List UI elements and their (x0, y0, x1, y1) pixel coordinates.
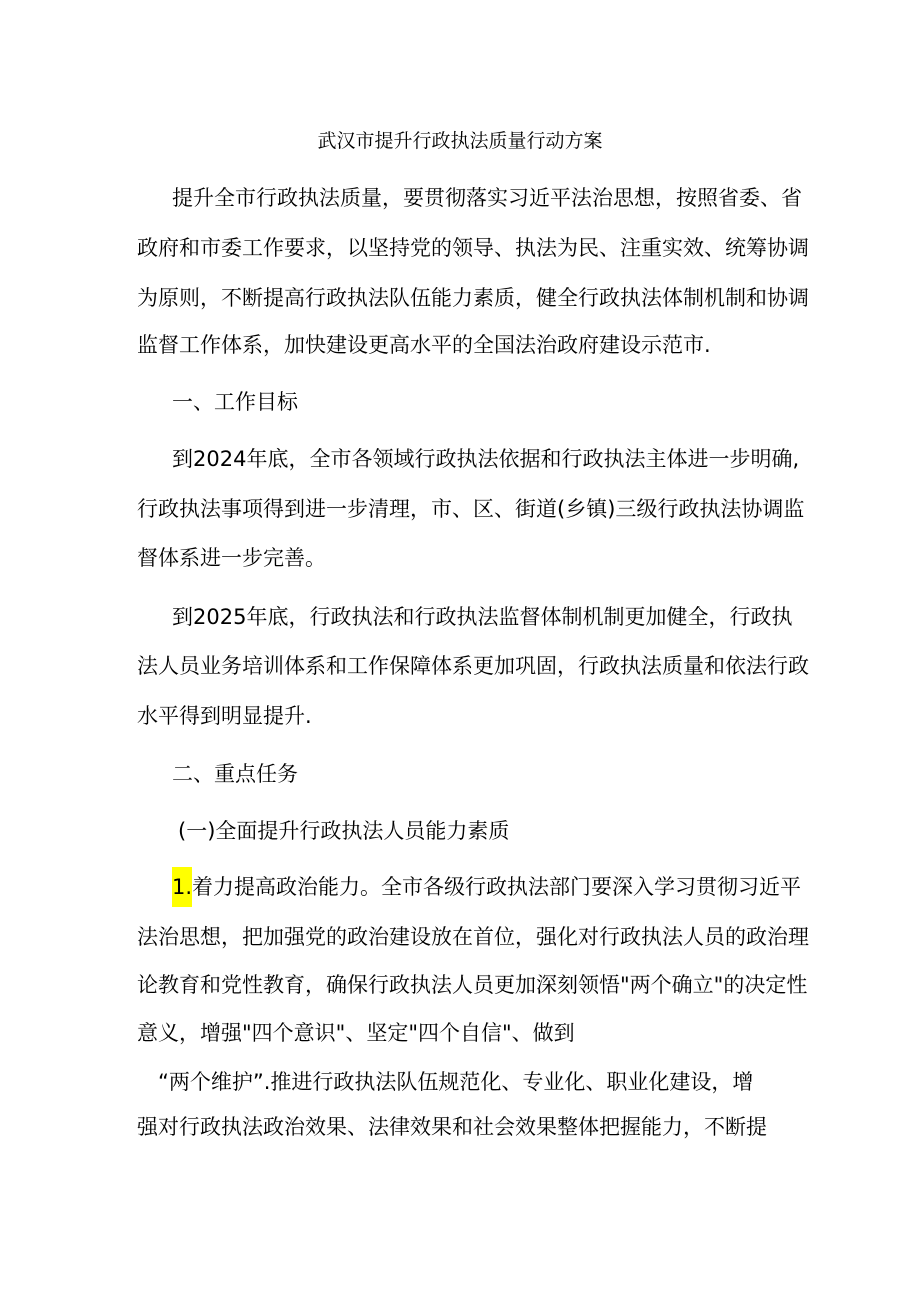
goal-2024-line-1: 到2024年底，全市各领域行政执法依据和行政执法主体进一步明确, (172, 447, 800, 471)
item-1-number-highlight: 1. (172, 867, 192, 907)
goal-2025-line-2: 法人员业务培训体系和工作保障体系更加巩固，行政执法质量和依法行政 (137, 654, 809, 678)
item-1-line-3: 论教育和党性教育，确保行政执法人员更加深刻领悟"两个确立"的决定性 (137, 973, 808, 997)
item-1-first-text: 着力提高政治能力。全市各级行政执法部门要深入学习贯彻习近平 (192, 875, 802, 899)
goal-2024-line-2: 行政执法事项得到进一步清理，市、区、街道(乡镇)三级行政执法协调监 (137, 497, 805, 521)
subsection-heading-1: (一)全面提升行政执法人员能力素质 (178, 819, 510, 843)
intro-line-4: 监督工作体系，加快建设更高水平的全国法治政府建设示范市. (137, 333, 711, 357)
item-1-line-5: “两个维护”.推进行政执法队伍规范化、专业化、职业化建设，增 (158, 1070, 754, 1094)
goal-2025-line-3: 水平得到明显提升. (137, 704, 312, 728)
section-heading-tasks: 二、重点任务 (172, 762, 298, 786)
item-1-line-2: 法治思想，把加强党的政治建设放在首位，强化对行政执法人员的政治理 (137, 925, 809, 949)
intro-line-3: 为原则，不断提高行政执法队伍能力素质，健全行政执法体制机制和协调 (137, 286, 809, 310)
goal-2024-line-3: 督体系进一步完善。 (137, 546, 326, 570)
intro-line-2: 政府和市委工作要求，以坚持党的领导、执法为民、注重实效、统筹协调 (137, 236, 809, 260)
item-1-line-4: 意义，增强"四个意识"、坚定"四个自信"、做到 (137, 1021, 575, 1045)
intro-line-1: 提升全市行政执法质量，要贯彻落实习近平法治思想，按照省委、省 (172, 186, 802, 210)
item-1-line-6: 强对行政执法政治效果、法律效果和社会效果整体把握能力，不断提 (137, 1115, 767, 1139)
section-heading-goals: 一、工作目标 (172, 390, 298, 414)
document-title: 武汉市提升行政执法质量行动方案 (317, 130, 603, 152)
item-1-line-1 (172, 872, 801, 902)
goal-2025-line-1: 到2025年底，行政执法和行政执法监督体制机制更加健全，行政执 (172, 605, 793, 629)
